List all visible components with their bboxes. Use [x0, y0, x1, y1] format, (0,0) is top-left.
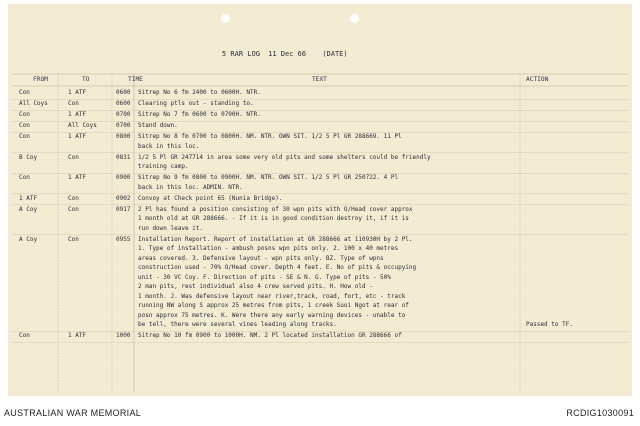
row-text-line: 1/2 5 Pl GR 247714 in area some very old pits and some shelters could be friendly — [138, 153, 431, 161]
row-from: B Coy — [19, 153, 38, 161]
row-text-line: 1 month old at GR 288666. - If it is in good condition destroy it, if it is — [138, 215, 409, 222]
row-time: 0800 — [116, 133, 131, 140]
row-time: 0700 — [116, 122, 131, 129]
row-action: Passed to TF. — [526, 321, 573, 328]
row-from: Con — [19, 89, 30, 96]
row-to: Con — [68, 153, 79, 161]
row-from: 1 ATF — [19, 194, 38, 202]
row-text-line: training camp. — [138, 163, 189, 170]
row-from: Con — [19, 332, 30, 339]
row-text-line: run down leave it. — [138, 224, 204, 232]
row-text-line: Sitrep No 9 fm 0800 to 0900H. NM. NTR. OWN SIT. 1/2 5 Pl GR 250722. 4 Pl — [138, 174, 399, 181]
row-from: All Coys — [19, 100, 48, 107]
row-text-line: Installation Report. Report of installation at GR 288666 at 110930H by 2 Pl. — [138, 235, 413, 243]
row-text-line: Clearing ptls out - standing to. — [138, 100, 254, 107]
row-time: 0900 — [116, 174, 131, 181]
row-time: 0917 — [116, 205, 131, 213]
row-text-line: back in this loc. — [138, 142, 200, 150]
row-text-line: unit - 30 VC Coy. F. Direction of pits - SE & N. G. Type of pits - 50% — [138, 273, 391, 281]
log-sheet — [8, 4, 632, 396]
row-from: Con — [19, 111, 30, 118]
row-text-line: Sitrep No 6 fm 2400 to 0600H. NTR. — [138, 89, 261, 96]
row-text-line: Stand down. — [138, 122, 178, 129]
row-time: 0902 — [116, 194, 131, 202]
row-time: 0700 — [116, 111, 131, 118]
row-text-line: 2 Pl has found a position consisting of 30 wpn pits with O/Head cover approx — [138, 205, 413, 213]
row-text-line: 2 man pits, rest individual also 4 crew served pits. H. How old - — [138, 283, 373, 290]
row-to: All Coys — [68, 122, 97, 129]
row-from: Con — [19, 174, 30, 181]
row-text-line: Sitrep No 7 fm 0600 to 0700H. NTR. — [138, 111, 261, 118]
row-text-line: be tell, there were several vines leading along tracks. — [138, 321, 337, 328]
row-time: 1000 — [116, 332, 131, 339]
row-text-line: Sitrep No 10 fm 0900 to 1000H. NM. 2 Pl located installation GR 288666 of — [138, 332, 402, 339]
row-text-line: Sitrep No 8 fm 0700 to 0800H. NM. NTR. OWN SIT. 1/2 5 Pl GR 288669. 11 Pl — [138, 133, 402, 140]
row-to: 1 ATF — [68, 332, 87, 339]
row-time: 0955 — [116, 235, 131, 243]
row-to: 1 ATF — [68, 111, 87, 118]
row-text-line: areas covered. 3. Defensive layout - wpn pits only. BZ. Type of wpns — [138, 254, 384, 262]
row-from: A Coy — [19, 235, 38, 243]
row-text-line: back in this loc. ADMIN. NTR. — [138, 183, 243, 191]
row-text-line: Convoy at Check point 65 (Nunia Bridge). — [138, 194, 283, 202]
date-caption: (DATE) — [322, 50, 348, 58]
log-date: 11 Dec 66 — [268, 50, 307, 58]
footer-archive: AUSTRALIAN WAR MEMORIAL — [4, 408, 142, 418]
col-header-to: TO — [82, 76, 90, 83]
row-to: Con — [68, 194, 79, 202]
row-to: Con — [68, 205, 79, 213]
row-text-line: 1. Type of installation - ambush posns wpn pits only. 2. 100 x 40 metres — [138, 245, 399, 252]
row-text-line: construction used - 70% O/Head cover. Depth 4 feet. E. No of pits & occupying — [138, 264, 417, 271]
row-text-line: running NW along S approx 25 metres from pits, 1 creek Suoi Ngot at rear of — [138, 302, 409, 309]
row-time: 0600 — [116, 100, 131, 107]
row-to: Con — [68, 235, 79, 243]
log-title — [222, 50, 348, 58]
row-to: Con — [68, 100, 79, 107]
col-header-text: TEXT — [312, 76, 327, 83]
row-from: Con — [19, 122, 30, 129]
col-header-action: ACTION — [526, 76, 549, 83]
row-from: Con — [19, 133, 30, 140]
row-time: 0600 — [116, 89, 131, 96]
col-header-time: TIME — [128, 76, 143, 83]
log-label: 5 RAR LOG — [222, 50, 260, 58]
row-to: 1 ATF — [68, 174, 87, 181]
row-text-line: posn approx 75 metres. K. Were there any early warning devices - unable to — [138, 311, 406, 319]
footer-id: RCDIG1030091 — [566, 408, 634, 418]
row-text-line: 1 month. J. Was defensive layout near river,track, road, fort, etc - track — [138, 292, 406, 300]
row-to: 1 ATF — [68, 133, 87, 140]
row-time: 0831 — [116, 153, 131, 161]
row-to: 1 ATF — [68, 89, 87, 96]
row-from: A Coy — [19, 205, 38, 213]
col-header-from: FROM — [33, 76, 48, 83]
